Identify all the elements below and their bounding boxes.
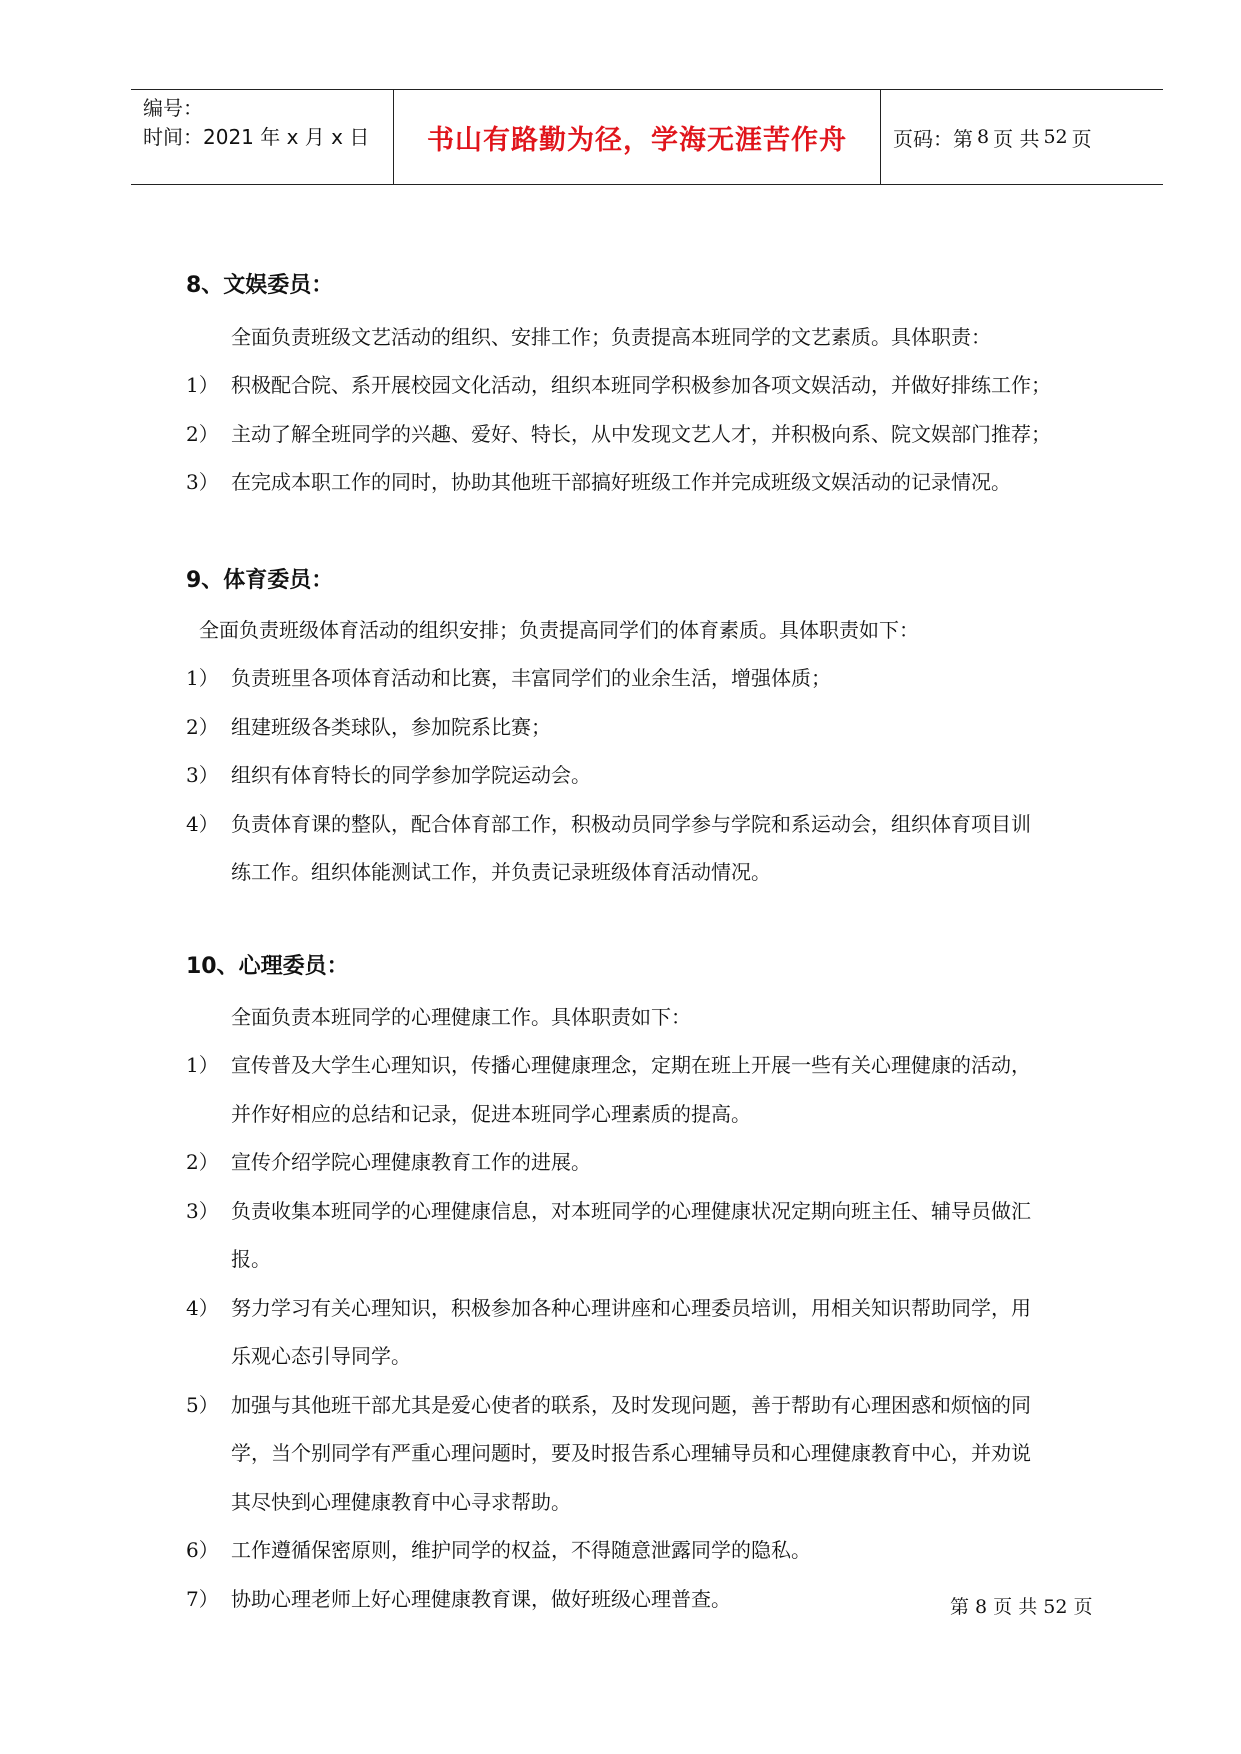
list-item-number: 6）: [186, 1538, 219, 1562]
list-item-number: 2）: [186, 1150, 219, 1174]
list-item-text: 加强与其他班干部尤其是爱心使者的联系，及时发现问题，善于帮助有心理困惑和烦恼的同: [231, 1392, 1031, 1417]
page-middle: 页 共: [993, 126, 1040, 151]
list-item-text: 组建班级各类球队，参加院系比赛；: [231, 714, 551, 739]
list-item-text: 报。: [231, 1247, 271, 1271]
header-divider: [880, 90, 881, 184]
page-prefix: 页码：第: [893, 126, 973, 151]
list-item-text: 在完成本职工作的同时，协助其他班干部搞好班级工作并完成班级文娱活动的记录情况。: [231, 470, 1011, 494]
list-item-number: 2）: [186, 421, 219, 446]
list-item-number: 3）: [186, 1198, 219, 1223]
header-meta: [143, 94, 369, 152]
list-item-text: 宣传普及大学生心理知识，传播心理健康理念，定期在班上开展一些有关心理健康的活动，: [231, 1053, 1031, 1077]
list-item-text: 工作遵循保密原则，维护同学的权益，不得随意泄露同学的隐私。: [231, 1538, 811, 1562]
list-item-text: 乐观心态引导同学。: [231, 1344, 411, 1368]
header-page-info: [893, 90, 1092, 184]
section-heading: 8、文娱委员：: [186, 273, 334, 298]
section-heading: 10、心理委员：: [186, 954, 349, 979]
page-footer: 第 8 页 共 52 页: [950, 1596, 1093, 1618]
list-item-text: 负责班里各项体育活动和比赛，丰富同学们的业余生活，增强体质；: [231, 666, 831, 690]
list-item-number: 3）: [186, 763, 219, 787]
number-label: 编号：: [143, 96, 203, 120]
list-item-text: 负责体育课的整队，配合体育部工作，积极动员同学参与学院和系运动会，组织体育项目训: [231, 811, 1031, 836]
list-item-number: 2）: [186, 714, 219, 739]
list-item-number: 7）: [186, 1586, 219, 1611]
list-item-text: 其尽快到心理健康教育中心寻求帮助。: [231, 1489, 571, 1514]
list-item-text: 并作好相应的总结和记录，促进本班同学心理素质的提高。: [231, 1101, 751, 1126]
list-item-text: 宣传介绍学院心理健康教育工作的进展。: [231, 1150, 591, 1174]
list-item-text: 负责收集本班同学的心理健康信息，对本班同学的心理健康状况定期向班主任、辅导员做汇: [231, 1198, 1031, 1223]
list-item-text: 协助心理老师上好心理健康教育课，做好班级心理普查。: [231, 1586, 731, 1611]
list-item-text: 学，当个别同学有严重心理问题时，要及时报告系心理辅导员和心理健康教育中心，并劝说: [231, 1441, 1031, 1465]
page-total: 52: [1043, 126, 1068, 148]
page-header: [131, 89, 1163, 185]
list-item-number: 4）: [186, 811, 219, 836]
page-current: 8: [977, 126, 990, 148]
section-heading: 9、体育委员：: [186, 568, 334, 593]
header-motto: 书山有路勤为径，学海无涯苦作舟: [427, 124, 847, 156]
list-item-number: 1）: [186, 1053, 219, 1077]
list-item-number: 4）: [186, 1295, 219, 1320]
list-item-number: 1）: [186, 373, 219, 397]
section-intro: 全面负责班级体育活动的组织安排；负责提高同学们的体育素质。具体职责如下：: [199, 618, 919, 642]
section-intro: 全面负责班级文艺活动的组织、安排工作；负责提高本班同学的文艺素质。具体职责：: [231, 325, 991, 349]
section-intro: 全面负责本班同学的心理健康工作。具体职责如下：: [231, 1005, 691, 1029]
time-label: 时间：2021 年 x 月 x 日: [143, 125, 370, 149]
list-item-number: 5）: [186, 1392, 219, 1417]
list-item-text: 练工作。组织体能测试工作，并负责记录班级体育活动情况。: [231, 860, 771, 884]
list-item-text: 组织有体育特长的同学参加学院运动会。: [231, 763, 591, 787]
list-item-text: 努力学习有关心理知识，积极参加各种心理讲座和心理委员培训，用相关知识帮助同学，用: [231, 1295, 1031, 1320]
page-suffix: 页: [1071, 126, 1092, 151]
list-item-number: 3）: [186, 470, 219, 494]
list-item-text: 积极配合院、系开展校园文化活动，组织本班同学积极参加各项文娱活动，并做好排练工作；: [231, 373, 1051, 397]
list-item-number: 1）: [186, 666, 219, 690]
list-item-text: 主动了解全班同学的兴趣、爱好、特长，从中发现文艺人才，并积极向系、院文娱部门推荐；: [231, 421, 1051, 446]
